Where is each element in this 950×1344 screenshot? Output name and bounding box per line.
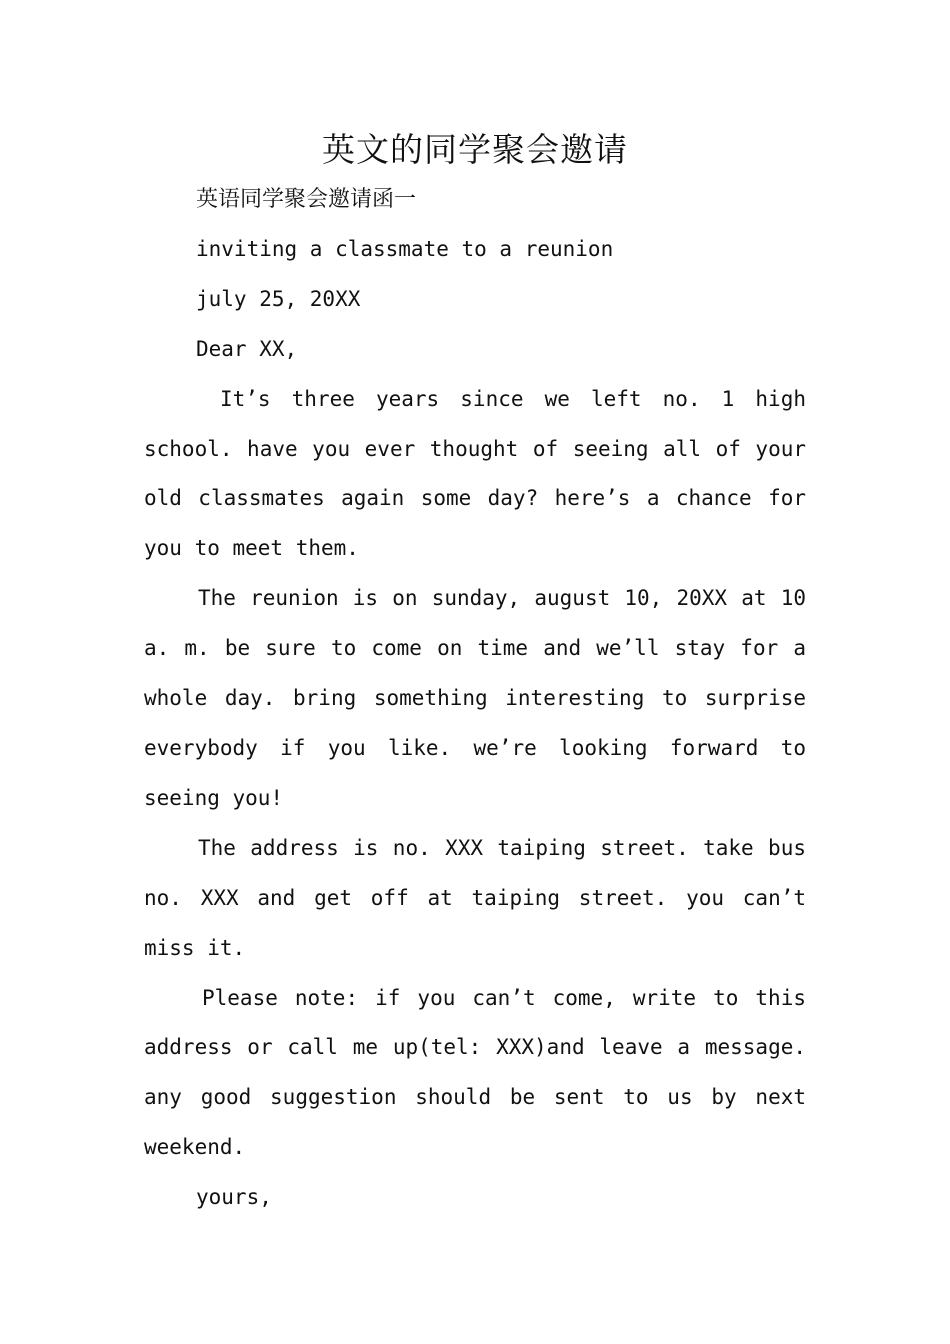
paragraph-intro: It’s three years since we left no. 1 high school. have you ever thought of seeing all of your old classmates again some day? here’s a chance for you to meet them. xyxy=(144,386,806,561)
letter-heading: 英语同学聚会邀请函一 xyxy=(196,187,417,212)
paragraph-address: The address is no. XXX taiping street. take bus no. XXX and get off at taiping street. you can’t miss it. xyxy=(144,835,806,960)
letter-salutation: Dear XX, xyxy=(196,336,298,361)
letter-subject: inviting a classmate to a reunion xyxy=(196,236,614,261)
page-title: 英文的同学聚会邀请 xyxy=(322,130,628,169)
paragraph-note: Please note: if you can’t come, write to this address or call me up(tel: XXX)and leave a message. any good suggestion should be sent to us by next weekend. xyxy=(144,985,806,1160)
letter-date: july 25, 20XX xyxy=(196,286,361,311)
letter-closing: yours, xyxy=(196,1185,272,1210)
paragraph-reunion-time: The reunion is on sunday, august 10, 20XX at 10 a. m. be sure to come on time and we’ll stay for a whole day. bring something interesting to surprise everybody if you like. we’re looking forward to seeing you! xyxy=(144,586,806,810)
letter-body xyxy=(144,175,806,1223)
